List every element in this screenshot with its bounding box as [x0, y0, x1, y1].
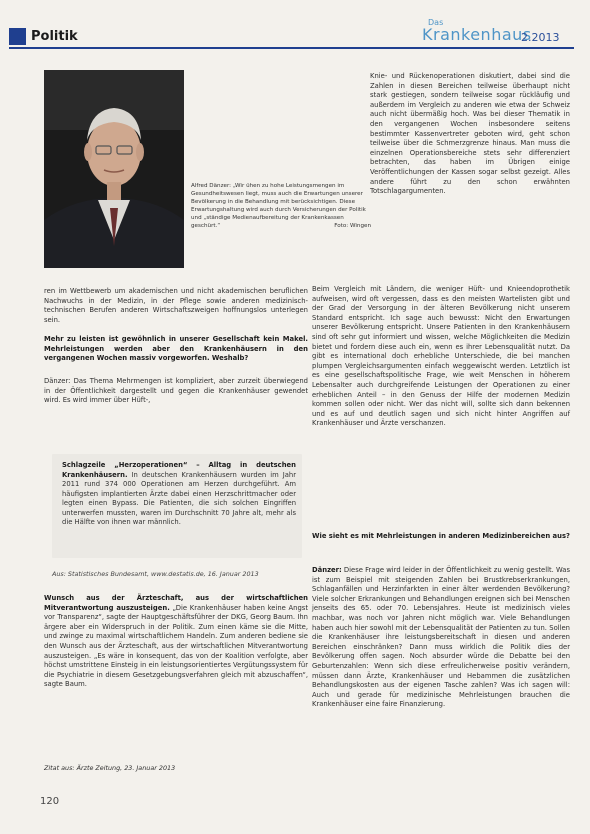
answer-2-body: Diese Frage wird leider in der Öffentlichkeit zu wenig gestellt. Was ist zum Beispiel mit steigenden Zahlen bei Brustkrebserkrankungen, Schlaganfällen und Herzinfarkten in einer älter werdenden Bevölkerung? Viele solcher Erkrankungen und Behandlungen ereignen sich bei Menschen jenseits des 65. oder 70. Lebensjahres. Heute ist medizinisch vieles machbar, was noch vor Jahren nicht möglich war. Viele Behandlungen haben auch hier sowohl mit der Lebensqualität der Patienten zu tun. Sollen die Krankenhäuser ihre leistungsbereitschaft in diesen und anderen Bereichen einschränken? Dann muss wirklich die Politik dies der Bevölkerung offen sagen. Noch absurder würde die Debatte bei den Geburtenzahlen: Wenn sich diese erfreulicherweise positiv verändern, müssen dann Ärzte, Krankenhäuser und Hebammen die zusätzlichen Behandlungskosten aus der eigenen Tasche zahlen? Was ich sagen will: Auch und gerade für medizinische Mehrleistungen brauchen die Krankenhäuser eine faire Finanzierung.: [312, 566, 570, 709]
question-1: Mehr zu leisten ist gewöhnlich in unserer Gesellschaft kein Makel. Mehrleistungen werden aber den Krankenhäusern in den vergangenen Wochen massiv vorgeworfen. Weshalb?: [44, 335, 308, 363]
quote-headline: Wunsch aus der Ärzteschaft, aus der wirtschaftlichen Mitverantwortung auszusteigen.: [44, 594, 308, 612]
info-box-headline: Schlagzeile „Herzoperationen“ – Alltag in deutschen Krankenhäusern.: [62, 461, 296, 479]
right-column-paragraph-1: Knie- und Rückenoperationen diskutiert, dabei sind die Zahlen in diesen Bereichen teilweise überhaupt nicht stark gestiegen, sondern teilweise sogar rückläufig und außerdem im Vergleich zu anderen wie etwa der Schweiz auch nicht übermäßig hoch. Was bei dieser Thematik in den vergangenen Wochen insbesondere seitens bestimmter Kassenvertreter geboten wird, geht schon teilweise über die Schmerzgrenze hinaus. Man muss die einzelnen Operationsbereiche stets sehr differenziert betrachten, das haben im Übrigen einige Veröffentlichungen der Kassen sogar selbst gezeigt. Alles andere führt zu den schon erwähnten Totschlagargumenten.: [370, 72, 570, 196]
answer-2: [312, 566, 570, 710]
quote-block: [44, 594, 308, 690]
answer-1: Dänzer: Das Thema Mehrmengen ist kompliziert, aber zurzeit überwiegend in der Öffentlichkeit dargestellt und gegen die Krankenhäuser gewendet wird. Es wird immer über Hüft-,: [44, 377, 308, 405]
section-marker: [9, 28, 26, 45]
info-box-source: Aus: Statistisches Bundesamt, www.destatis.de, 16. Januar 2013: [52, 570, 259, 578]
answer-2-speaker: Dänzer:: [312, 566, 342, 574]
issue-number: 2.2013: [521, 31, 560, 44]
page-number: 120: [40, 796, 60, 807]
quote-source: Zitat aus: Ärzte Zeitung, 23. Januar 2013: [44, 764, 176, 772]
quote-body: „Die Krankenhäuser haben keine Angst vor Transparenz“, sagte der Hauptgeschäftsführer der DKG, Georg Baum. Ihn ärgere aber ein Widerspruch in der Politik. Zum einen käme sie die Mitte, und zwinge zu maximal wirtschaftlichem Handeln. Zum anderen bediene sie den Wunsch aus der Ärzteschaft, aus der wirtschaftlichen Mitverantwortung auszusteigen. „Es wäre in konsequent, das von der Koalition verfolgte, aber höchst umstrittene Einsteig in ein leistungsorientiertes Vergütungssystem für die Psychiatrie in diesem Gesetzgebungsverfahren gleich mit abzuschaffen“, sagte Baum.: [44, 603, 309, 689]
portrait-photo: [44, 70, 184, 268]
brand-name: Krankenhaus: [422, 25, 532, 44]
info-box-text: [62, 461, 296, 528]
caption-text: Alfred Dänzer: „Wir ühen zu hohe Leistungsmengen im Gesundheitswesen liegt, muss auch die Erwartungen unserer Bevölkerung in die Behandlung mit berücksichtigen. Diese Erwartungshaltung wird auch durch Versicherungen der Politik und „ständige Medienaufbereitung der Krankenkassen geschürt.“: [191, 183, 366, 230]
magazine-logo: [422, 19, 532, 43]
question-2: Wie sieht es mit Mehrleistungen in anderen Medizinbereichen aus?: [312, 532, 570, 540]
photo-caption: [191, 182, 371, 231]
info-box-body: In deutschen Krankenhäusern wurden im Jahr 2011 rund 374 000 Operationen am Herzen durchgeführt. Am häufigsten implantierten Ärzte dabei einen Herzschrittmacher oder legten einen Bypass. Die Patienten, die sich solchen Eingriffen unterwerfen mussten, waren im Durchschnitt 70 Jahre alt, mehr als die Hälfte von ihnen war männlich.: [62, 470, 296, 526]
right-column-paragraph-2: Beim Vergleich mit Ländern, die weniger Hüft- und Knieendoprothetik aufweisen, wird oft vergessen, dass es den meisten Wartelisten gibt und der Grad der Versorgung in der älteren Bevölkerung nicht unserem Standard entspricht. Ich sage auch bewusst: Nicht den Erwartungen unserer Bevölkerung entspricht. Unsere Patienten in den Krankenhäusern sind oft sehr gut informiert und wissen, welche Möglichkeiten die Medizin bietet und fordern diese auch ein, wenn es ihrer Lebensqualität nutzt. Da gibt es international doch erhebliche Unterschiede, die bei manchen plumpen Vergleichsargumenten einfach weggewischt werden. Letztlich ist es eine gesellschaftspolitische Frage, wie weit Menschen in höherem Lebensalter auch durchgreifende Leistungen der Operationen zu einer erheblichen Anteil – in den Genuss der Hilfe der modernen Medizin kommen sollen oder nicht. Wer das nicht will, sollte sich dann bekennen und es auf und deutlich sagen und sich nicht hinter Angriffen auf Krankenhäuser und Ärzte verschanzen.: [312, 285, 570, 428]
photo-credit: Foto: Wingen: [334, 223, 371, 230]
brand-small: Das: [428, 18, 444, 27]
left-column-intro: ren im Wettbewerb um akademischen und nicht akademischen beruflichen Nachwuchs in der Medizin, in der Pflege sowie anderen medizinisch-technischen Berufen anderen Wirtschaftszweigen hoffnungslos unterlegen sein.: [44, 287, 308, 324]
header-rule: [9, 47, 574, 49]
section-title: Politik: [31, 29, 78, 44]
